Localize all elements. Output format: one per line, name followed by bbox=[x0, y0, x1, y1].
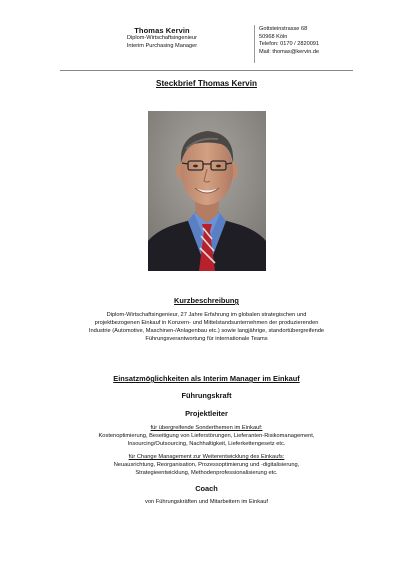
role-fuehrungskraft: Führungskraft bbox=[181, 391, 232, 400]
change-line: Neuausrichtung, Reorganisation, Prozessoptimierung und -digitalisierung, bbox=[113, 462, 300, 468]
role-coach: Coach bbox=[195, 484, 218, 493]
coach-line: von Führungskräften und Mitarbeitern im Einkauf bbox=[145, 499, 268, 505]
kurz-line: Führungsverantwortung für internationale Teams bbox=[145, 336, 268, 342]
role-projektleiter: Projektleiter bbox=[185, 409, 228, 418]
sonderthemen-line: Kostenoptimierung, Beseitigung von Lieferstörungen, Lieferanten-Risikomanagement, bbox=[98, 433, 315, 439]
contact-street: Gottsteinstrasse 68 bbox=[259, 26, 308, 32]
header-left bbox=[72, 26, 252, 50]
kurzbeschreibung-heading: Kurzbeschreibung bbox=[174, 296, 239, 305]
einsatz-heading: Einsatzmöglichkeiten als Interim Manager im Einkauf bbox=[113, 374, 300, 383]
header-title-1: Diplom-Wirtschaftsingenieur bbox=[127, 35, 197, 41]
sub-change-management: für Change Management zur Weiterentwicklung des Einkaufs: bbox=[128, 454, 285, 460]
kurzbeschreibung-section bbox=[60, 296, 353, 343]
header-name: Thomas Kervin bbox=[134, 26, 190, 35]
header-title-2: Interim Purchasing Manager bbox=[126, 42, 198, 49]
einsatz-section bbox=[60, 374, 353, 506]
header-contact bbox=[259, 26, 319, 56]
header-rule bbox=[60, 70, 353, 71]
kurz-line: projektbezogenen Einkauf in Konzern- und Mittelstandsunternehmen der produzierenden bbox=[94, 320, 319, 326]
document-title: Steckbrief Thomas Kervin bbox=[155, 79, 257, 88]
portrait-photo bbox=[148, 111, 266, 271]
kurz-line: Industrie (Automotive, Maschinen-/Anlagenbau etc.) sowie langjährige, standortübergreifende bbox=[88, 328, 325, 334]
sub-sonderthemen: für übergreifende Sonderthemen im Einkauf: bbox=[150, 425, 263, 431]
contact-mail: Mail: thomas@kervin.de bbox=[259, 48, 320, 55]
contact-city: 50968 Köln bbox=[259, 33, 288, 40]
header-divider bbox=[254, 25, 255, 63]
contact-phone: Telefon: 0170 / 2820091 bbox=[259, 41, 320, 48]
sonderthemen-line: Insourcing/Outsourcing, Nachhaltigkeit, Lieferkettengesetz etc. bbox=[127, 441, 286, 447]
kurz-line: Diplom-Wirtschaftsingenieur, 27 Jahre Erfahrung im globalen strategischen und bbox=[106, 312, 307, 318]
change-line: Strategieentwicklung, Methodenprofessionalisierung etc. bbox=[135, 470, 278, 476]
